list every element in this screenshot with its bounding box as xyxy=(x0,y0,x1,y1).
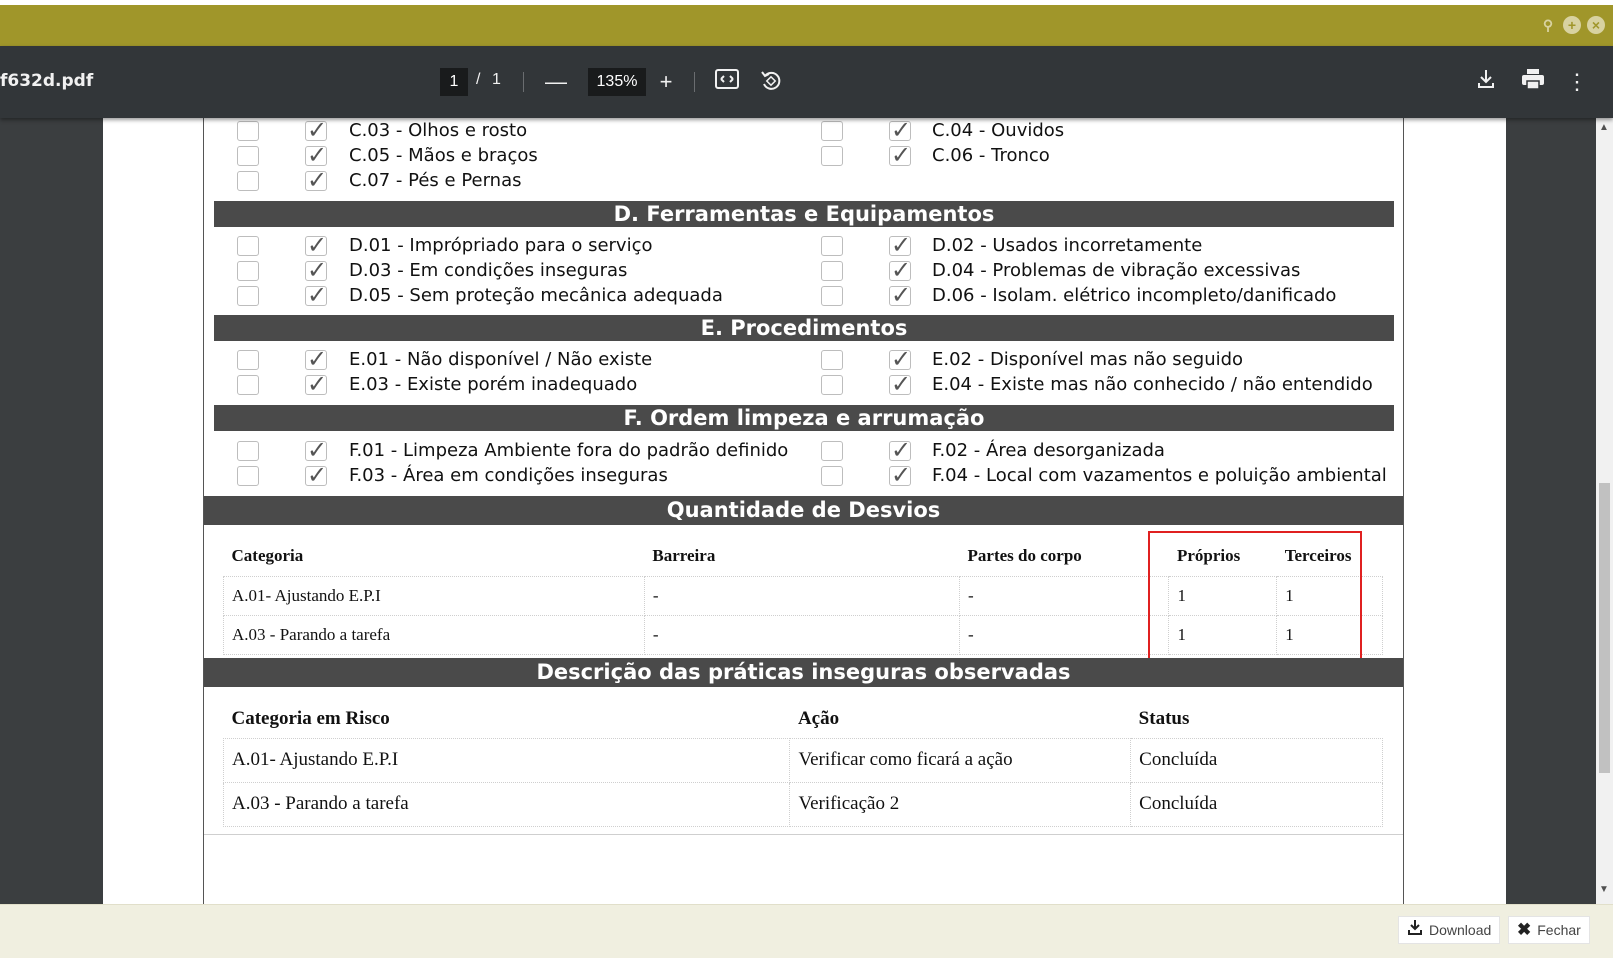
scroll-down-arrow-icon[interactable]: ▼ xyxy=(1599,884,1609,895)
more-options-icon[interactable]: ⋮ xyxy=(1566,69,1588,94)
close-button-label: Fechar xyxy=(1537,922,1581,938)
quantity-section-header: Quantidade de Desvios xyxy=(204,496,1403,525)
close-icon: ✖ xyxy=(1517,920,1532,939)
checkbox-unchecked[interactable] xyxy=(821,146,843,166)
checkbox-unchecked[interactable] xyxy=(237,350,259,370)
column-header: Ação xyxy=(797,707,840,729)
checkbox-unchecked[interactable] xyxy=(237,286,259,306)
checkbox-checked[interactable] xyxy=(305,375,327,395)
checklist-label: D.01 - Imprópriado para o serviço xyxy=(349,235,653,256)
checkbox-checked[interactable] xyxy=(889,261,911,281)
checkbox-checked[interactable] xyxy=(305,441,327,461)
checkbox-unchecked[interactable] xyxy=(821,236,843,256)
dialog-footer xyxy=(0,904,1613,958)
checkbox-unchecked[interactable] xyxy=(821,375,843,395)
checkbox-unchecked[interactable] xyxy=(237,466,259,486)
search-icon[interactable]: ⚲ xyxy=(1542,17,1554,33)
checkbox-unchecked[interactable] xyxy=(821,466,843,486)
checklist-label: D.02 - Usados incorretamente xyxy=(932,235,1203,256)
checkbox-unchecked[interactable] xyxy=(821,121,843,141)
checkbox-unchecked[interactable] xyxy=(821,441,843,461)
checklist-row xyxy=(204,260,1403,284)
table-cell: - xyxy=(960,576,1169,615)
checkbox-checked[interactable] xyxy=(305,171,327,191)
section-d-header: D. Ferramentas e Equipamentos xyxy=(214,201,1394,227)
page-number-input[interactable]: 1 xyxy=(440,68,468,96)
checklist-label: F.01 - Limpeza Ambiente fora do padrão definido xyxy=(349,440,789,461)
scroll-up-arrow-icon[interactable]: ▲ xyxy=(1599,122,1609,133)
table-cell: 1 xyxy=(1277,576,1383,615)
fit-page-icon[interactable] xyxy=(712,68,742,96)
description-table xyxy=(223,700,1383,827)
checklist-row xyxy=(204,440,1403,464)
viewer-scrollbar[interactable] xyxy=(1596,118,1613,904)
table-cell: - xyxy=(644,615,959,654)
zoom-in-icon[interactable]: + xyxy=(659,69,673,94)
pdf-toolbar xyxy=(0,46,1613,118)
checkbox-unchecked[interactable] xyxy=(237,261,259,281)
checklist-row xyxy=(204,285,1403,309)
close-circle-icon[interactable]: × xyxy=(1587,16,1605,34)
table-cell: Verificação 2 xyxy=(790,782,1131,826)
checklist-label: D.05 - Sem proteção mecânica adequada xyxy=(349,285,723,306)
description-section-header: Descrição das práticas inseguras observadas xyxy=(204,658,1403,687)
pdf-filename: f632d.pdf xyxy=(0,71,94,91)
checklist-label: C.03 - Olhos e rosto xyxy=(349,120,528,141)
checkbox-unchecked[interactable] xyxy=(237,441,259,461)
checklist-label: D.06 - Isolam. elétrico incompleto/danificado xyxy=(932,285,1337,306)
close-button[interactable] xyxy=(1508,916,1590,944)
checklist-label: F.02 - Área desorganizada xyxy=(932,440,1165,461)
scroll-thumb[interactable] xyxy=(1599,483,1610,773)
download-button[interactable] xyxy=(1398,916,1500,944)
checkbox-checked[interactable] xyxy=(889,441,911,461)
checkbox-checked[interactable] xyxy=(889,121,911,141)
download-button-label: Download xyxy=(1429,922,1492,938)
table-cell: A.01- Ajustando E.P.I xyxy=(224,576,645,615)
checkbox-checked[interactable] xyxy=(889,146,911,166)
checkbox-checked[interactable] xyxy=(889,466,911,486)
table-cell: 1 xyxy=(1277,615,1383,654)
page-total: 1 xyxy=(492,71,501,88)
print-icon[interactable] xyxy=(1518,68,1548,97)
column-header: Status xyxy=(1138,707,1190,729)
table-cell: A.01- Ajustando E.P.I xyxy=(224,738,790,782)
table-row xyxy=(224,782,1383,826)
checklist-row xyxy=(204,145,1403,169)
checklist-label: F.04 - Local com vazamentos e poluição ambiental xyxy=(932,465,1387,486)
table-header-row xyxy=(224,700,1383,738)
page-separator: / xyxy=(476,71,481,88)
table-cell: A.03 - Parando a tarefa xyxy=(224,615,645,654)
section-e-header: E. Procedimentos xyxy=(214,315,1394,341)
download-icon xyxy=(1407,917,1423,943)
table-row xyxy=(224,738,1383,782)
table-row xyxy=(224,615,1383,654)
window-titlebar xyxy=(0,0,1613,46)
table-cell: 1 xyxy=(1169,615,1277,654)
checklist-label: D.03 - Em condições inseguras xyxy=(349,260,628,281)
toolbar-divider xyxy=(694,72,695,92)
checklist-label: C.06 - Tronco xyxy=(932,145,1050,166)
checkbox-checked[interactable] xyxy=(305,466,327,486)
document-divider xyxy=(204,834,1403,835)
table-cell: Concluída xyxy=(1131,782,1383,826)
download-icon[interactable] xyxy=(1471,68,1501,97)
quantity-table xyxy=(223,536,1383,655)
checklist-row xyxy=(204,349,1403,373)
checkbox-unchecked[interactable] xyxy=(237,121,259,141)
zoom-out-icon[interactable]: — xyxy=(545,69,567,94)
table-cell: 1 xyxy=(1169,576,1277,615)
checklist-row xyxy=(204,374,1403,398)
table-header-row xyxy=(224,536,1383,576)
checklist-label: F.03 - Área em condições inseguras xyxy=(349,465,668,486)
pdf-page xyxy=(103,118,1506,904)
viewer-left-gutter xyxy=(0,118,103,904)
checklist-label: E.01 - Não disponível / Não existe xyxy=(349,349,653,370)
checkbox-checked[interactable] xyxy=(889,350,911,370)
table-cell: Concluída xyxy=(1131,738,1383,782)
checkbox-checked[interactable] xyxy=(305,350,327,370)
checkbox-checked[interactable] xyxy=(305,146,327,166)
checkbox-unchecked[interactable] xyxy=(821,350,843,370)
column-header: Categoria em Risco xyxy=(231,707,390,729)
checklist-label: E.03 - Existe porém inadequado xyxy=(349,374,638,395)
checkbox-unchecked[interactable] xyxy=(237,236,259,256)
checklist-label: E.04 - Existe mas não conhecido / não entendido xyxy=(932,374,1373,395)
table-cell: A.03 - Parando a tarefa xyxy=(224,782,790,826)
column-header: Partes do corpo xyxy=(967,545,1082,565)
checklist-label: C.07 - Pés e Pernas xyxy=(349,170,522,191)
table-cell: Verificar como ficará a ação xyxy=(790,738,1131,782)
checklist-label: C.04 - Ouvidos xyxy=(932,120,1065,141)
checkbox-unchecked[interactable] xyxy=(237,146,259,166)
column-header: Próprios xyxy=(1176,545,1241,565)
checkbox-unchecked[interactable] xyxy=(237,171,259,191)
toolbar-divider xyxy=(523,72,524,92)
column-header: Terceiros xyxy=(1284,545,1352,565)
pdf-viewer[interactable] xyxy=(0,118,1613,904)
column-header: Categoria xyxy=(231,545,304,565)
table-row xyxy=(224,576,1383,615)
rotate-icon[interactable] xyxy=(756,68,786,99)
checkbox-checked[interactable] xyxy=(889,236,911,256)
column-header: Barreira xyxy=(652,545,716,565)
checklist-label: D.04 - Problemas de vibração excessivas xyxy=(932,260,1301,281)
table-cell: - xyxy=(960,615,1169,654)
checkbox-unchecked[interactable] xyxy=(821,261,843,281)
checkbox-checked[interactable] xyxy=(305,261,327,281)
checklist-row xyxy=(204,235,1403,259)
checklist-row xyxy=(204,465,1403,489)
section-f-header: F. Ordem limpeza e arrumação xyxy=(214,405,1394,431)
viewer-right-gutter xyxy=(1506,118,1596,904)
add-circle-icon[interactable]: + xyxy=(1563,16,1581,34)
checkbox-unchecked[interactable] xyxy=(237,375,259,395)
checkbox-checked[interactable] xyxy=(305,121,327,141)
checklist-row xyxy=(204,120,1403,144)
checkbox-checked[interactable] xyxy=(305,236,327,256)
checklist-label: E.02 - Disponível mas não seguido xyxy=(932,349,1244,370)
checkbox-checked[interactable] xyxy=(889,375,911,395)
checkbox-unchecked[interactable] xyxy=(821,286,843,306)
report-document xyxy=(203,118,1404,904)
checkbox-checked[interactable] xyxy=(305,286,327,306)
checklist-row xyxy=(204,170,1403,194)
table-cell: - xyxy=(644,576,959,615)
zoom-level-input[interactable]: 135% xyxy=(588,68,646,96)
checklist-label: C.05 - Mãos e braços xyxy=(349,145,538,166)
checkbox-checked[interactable] xyxy=(889,286,911,306)
